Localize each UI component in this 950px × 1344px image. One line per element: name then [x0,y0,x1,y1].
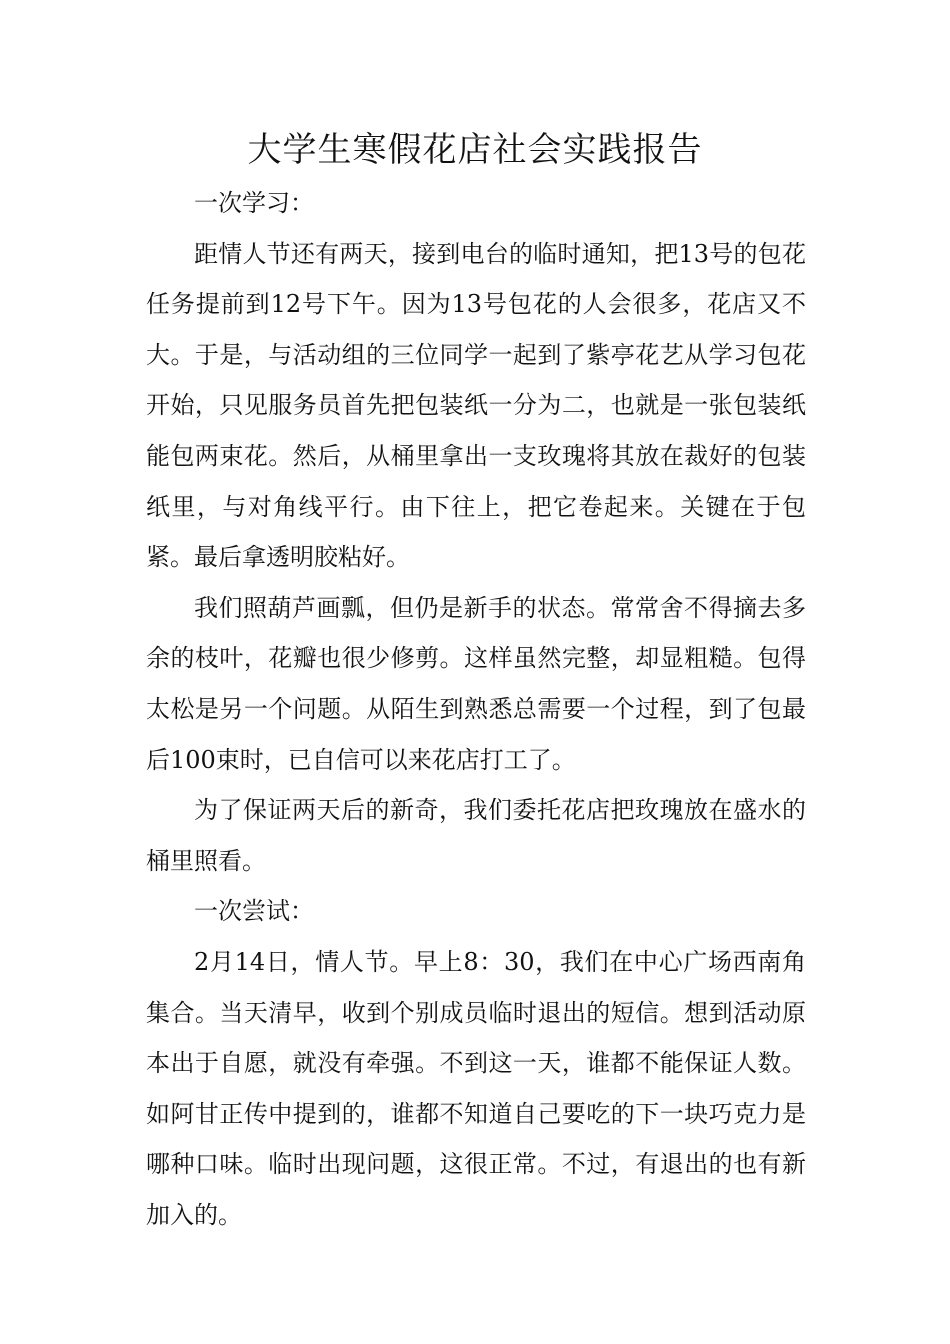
paragraph: 2月14日，情人节。早上8：30，我们在中心广场西南角集合。当天清早，收到个别成员临时退出的短信。想到活动原本出于自愿，就没有牵强。不到这一天，谁都不能保证人数。如阿甘正传中提到的，谁都不知道自己要吃的下一块巧克力是哪种口味。临时出现问题，这很正常。不过，有退出的也有新加入的。 [146,947,806,1229]
paragraph: 距情人节还有两天，接到电台的临时通知，把13号的包花任务提前到12号下午。因为13号包花的人会很多，花店又不大。于是，与活动组的三位同学一起到了紫亭花艺从学习包花开始，只见服务员首先把包装纸一分为二，也就是一张包装纸能包两束花。然后，从桶里拿出一支玫瑰将其放在裁好的包装纸里，与对角线平行。由下往上，把它卷起来。关键在于包紧。最后拿透明胶粘好。 [146,239,806,572]
document-body [146,178,806,1240]
section-heading-attempt: 一次尝试： [194,897,314,926]
paragraph: 我们照葫芦画瓢，但仍是新手的状态。常常舍不得摘去多余的枝叶，花瓣也很少修剪。这样虽然完整，却显粗糙。包得太松是另一个问题。从陌生到熟悉总需要一个过程，到了包最后100束时，已自信可以来花店打工了。 [146,593,806,774]
document-title: 大学生寒假花店社会实践报告 [247,130,703,170]
section-heading-study: 一次学习： [194,189,314,217]
paragraph: 为了保证两天后的新奇，我们委托花店把玫瑰放在盛水的桶里照看。 [146,796,806,875]
